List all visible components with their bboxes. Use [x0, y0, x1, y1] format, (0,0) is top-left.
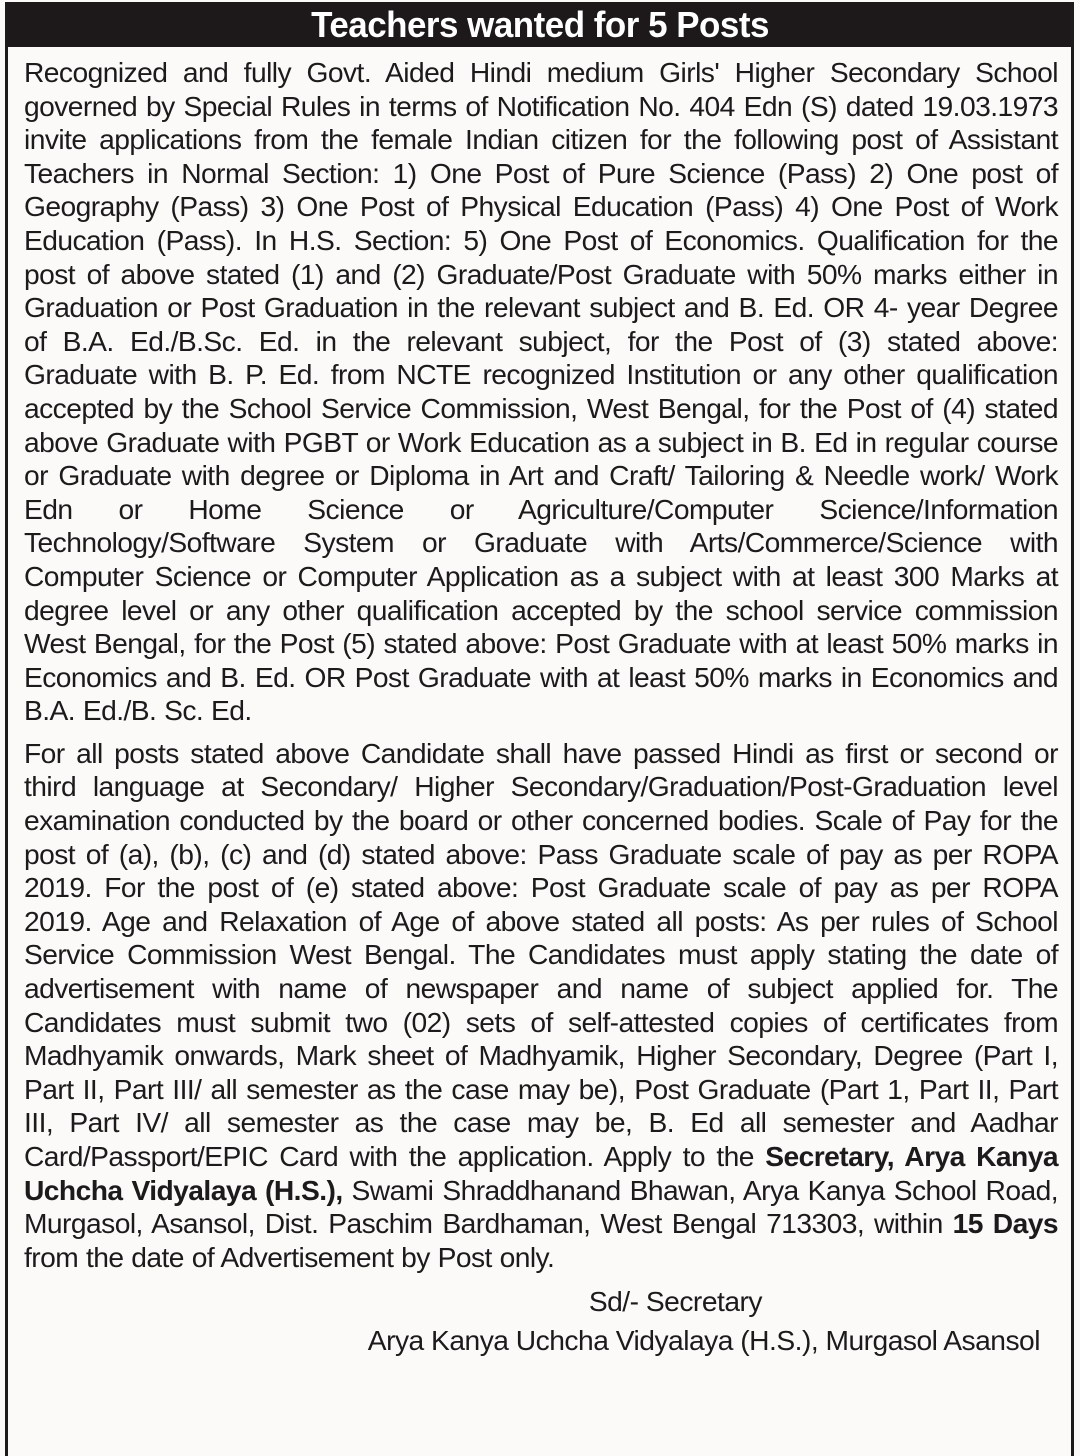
para2-text-before-secretary: For all posts stated above Candidate shall have passed Hindi as first or second or third language at Secondary/ Higher Secondary/Graduation/Post-Graduation level examination conducted by the board or other concerned bodies. Scale of Pay for the post of (a), (b), (c) and (d) stated above: Pass Graduate scale of pay as per ROPA 2019. For the post of (e) stated above: Post Graduate scale of pay as per ROPA 2019. Age and Relaxation of Age of above stated all posts: As per rules of School Service Commission West Bengal. The Candidates must apply stating the date of advertisement with name of newspaper and name of subject applied for. The Candidates must submit two (02) sets of self-attested copies of certificates from Madhyamik onwards, Mark sheet of Madhyamik, Higher Secondary, Degree (Part I, Part II, Part III/ all semester as the case may be), Post Graduate (Part 1, Part II, Part III, Part IV/ all semester as the case may be, B. Ed all semester and Aadhar Card/Passport/EPIC Card with the application. Apply to the	[24, 736, 1058, 1172]
para2-text-after: from the date of Advertisement by Post only.	[24, 1240, 555, 1273]
ad-title-bar	[8, 2, 1071, 47]
advertisement-frame	[5, 2, 1074, 1456]
paragraph-eligibility-and-apply	[24, 737, 1058, 1275]
ad-title: Teachers wanted for 5 Posts	[310, 3, 769, 45]
ad-body	[8, 47, 1071, 1360]
para2-bold-secretary-address: Secretary, Arya Kanya Uchcha Vidyalaya (H.S.),	[24, 1140, 1058, 1206]
paragraph-posts-and-qualifications: Recognized and fully Govt. Aided Hindi medium Girls' Higher Secondary School governed by Special Rules in terms of Notification No. 404 Edn (S) dated 19.03.1973 invite applications from the female Indian citizen for the following post of Assistant Teachers in Normal Section: 1) One Post of Pure Science (Pass) 2) One post of Geography (Pass) 3) One Post of Physical Education (Pass) 4) One Post of Work Education (Pass). In H.S. Section: 5) One Post of Economics. Qualification for the post of above stated (1) and (2) Graduate/Post Graduate with 50% marks either in Graduation or Post Graduation in the relevant subject and B. Ed. OR 4- year Degree of B.A. Ed./B.Sc. Ed. in the relevant subject, for the Post of (3) stated above: Graduate with B. P. Ed. from NCTE recognized Institution or any other qualification accepted by the School Service Commission, West Bengal, for the Post of (4) stated above Graduate with PGBT or Work Education as a subject in B. Ed in regular course or Graduate with degree or Diploma in Art and Craft/ Tailoring & Needle work/ Work Edn or Home Science or Agriculture/Computer Science/Information Technology/Software System or Graduate with Arts/Commerce/Science with Computer Science or Computer Application as a subject with at least 300 Marks at degree level or any other qualification accepted by the school service commission West Bengal, for the Post (5) stated above: Post Graduate with at least 50% marks in Economics and B. Ed. OR Post Graduate with at least 50% marks in Economics and B.A. Ed./B. Sc. Ed.	[24, 56, 1058, 727]
para2-text-middle: Swami Shraddhanand Bhawan, Arya Kanya School Road, Murgasol, Asansol, Dist. Paschim Bardhaman, West Bengal 713303, within	[24, 1173, 1058, 1240]
signature-secretary: Sd/- Secretary	[588, 1285, 762, 1318]
signature-school-name: Arya Kanya Uchcha Vidyalaya (H.S.), Murgasol Asansol	[367, 1324, 1040, 1357]
para2-bold-15-days: 15 Days	[952, 1207, 1058, 1240]
